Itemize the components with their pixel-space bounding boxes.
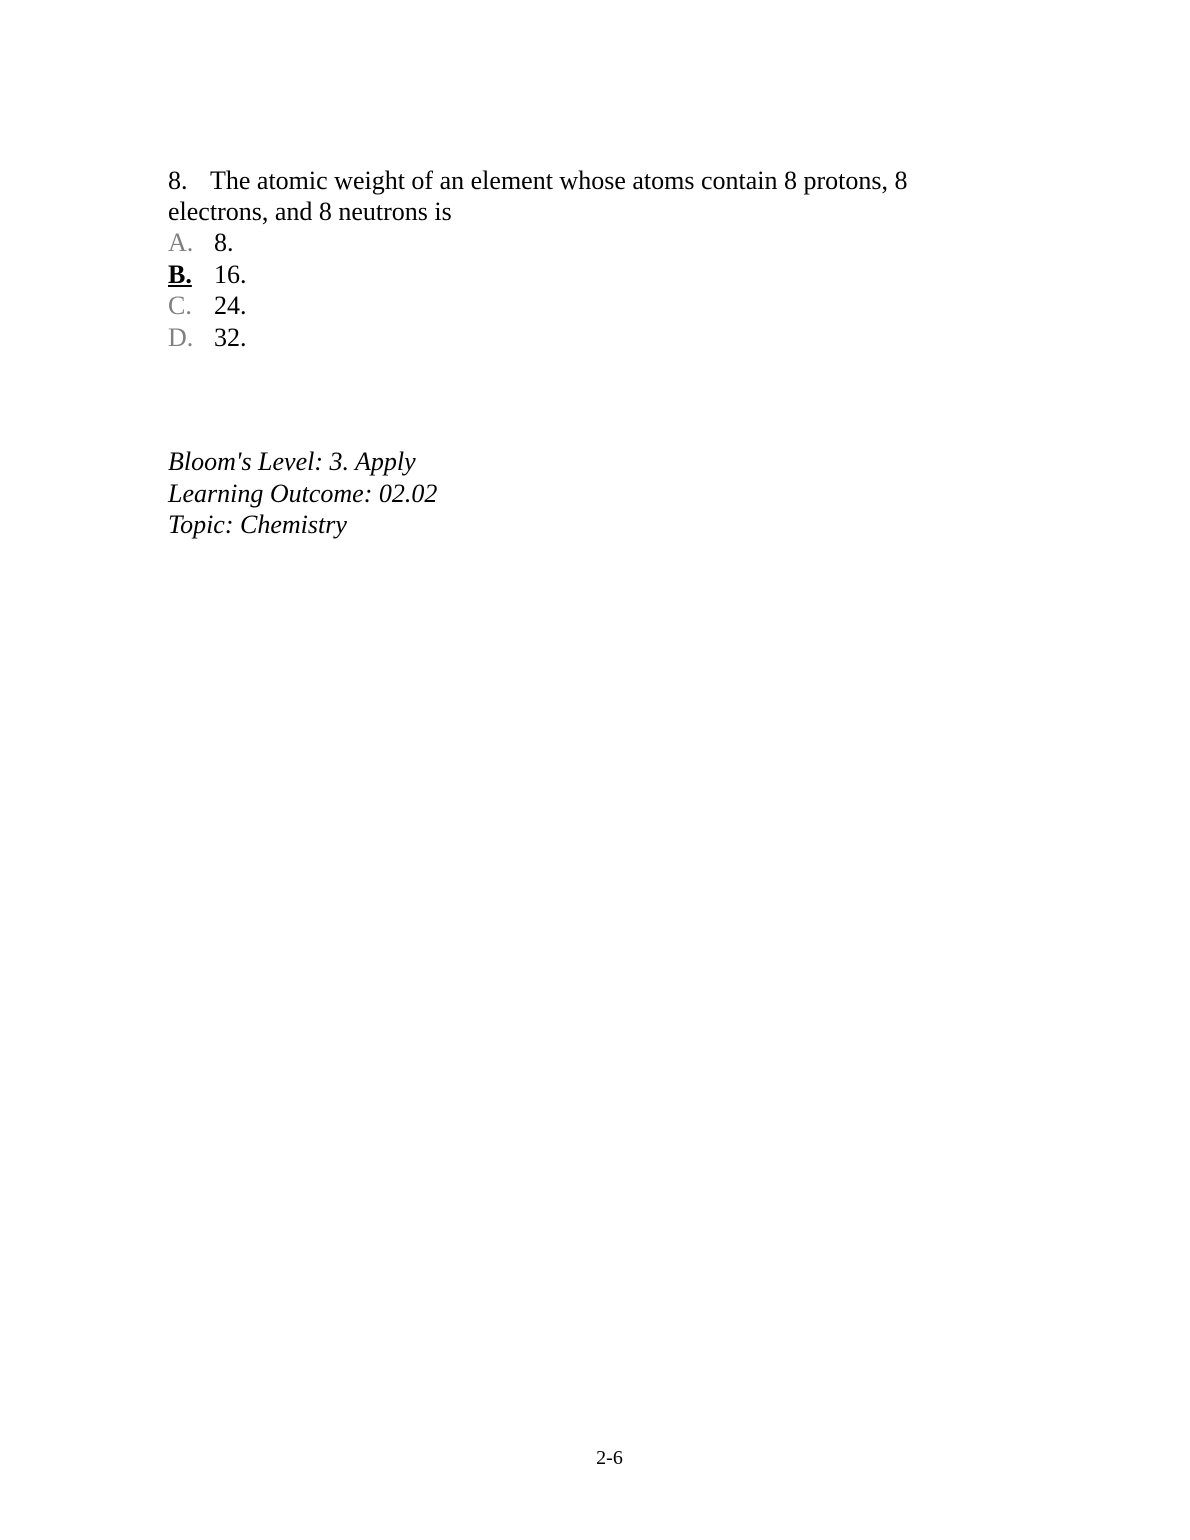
learning-outcome: Learning Outcome: 02.02: [168, 478, 438, 508]
question-number: 8.: [168, 166, 188, 195]
choice-letter: D.: [168, 322, 194, 352]
page-number: 2-6: [596, 1447, 623, 1469]
choice-letter-correct: B.: [168, 259, 192, 289]
choice-text: 24.: [214, 291, 247, 320]
topic: Topic: Chemistry: [168, 510, 347, 539]
answer-choices: [168, 227, 247, 353]
question: [168, 165, 968, 227]
choice-a: [168, 227, 247, 259]
choice-text: 8.: [214, 228, 234, 257]
blooms-level: Bloom's Level: 3. Apply: [168, 447, 416, 476]
choice-c: [168, 290, 247, 322]
choice-letter: C.: [168, 291, 192, 320]
choice-d: [168, 322, 247, 354]
question-text: The atomic weight of an element whose atoms contain 8 protons, 8 electrons, and 8 neutrons is: [168, 166, 908, 226]
choice-b: [168, 259, 247, 291]
choice-text: 32.: [214, 322, 247, 352]
question-metadata: [168, 446, 437, 541]
choice-letter: A.: [168, 228, 194, 257]
choice-text: 16.: [214, 259, 247, 289]
